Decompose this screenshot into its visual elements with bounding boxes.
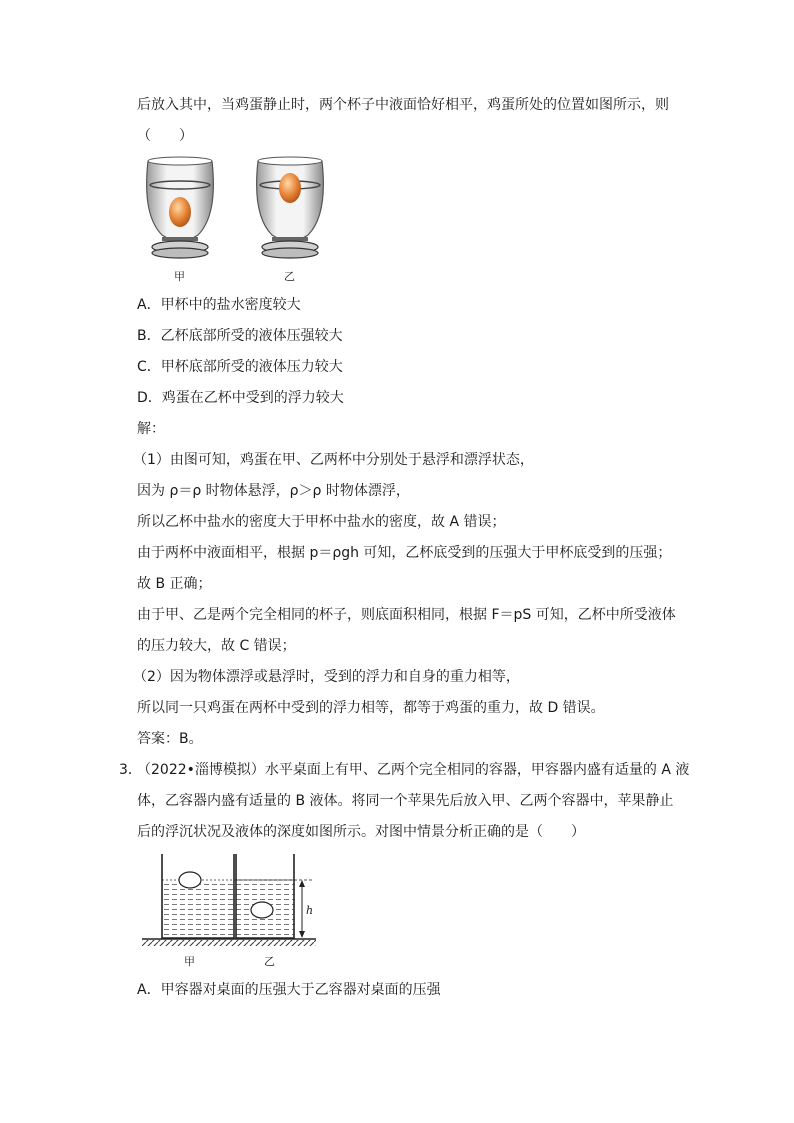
q3-fig-label-yi: 乙 xyxy=(264,955,275,968)
q2-figure-glasses xyxy=(140,155,340,285)
q2-option-a: A．甲杯中的盐水密度较大 xyxy=(137,297,301,313)
q2-solution-line: 的压力较大，故 C 错误； xyxy=(137,638,296,654)
q2-option-d: D．鸡蛋在乙杯中受到的浮力较大 xyxy=(137,390,344,406)
q2-answer: 答案：B。 xyxy=(137,731,203,747)
q2-option-c: C．甲杯底部所受的液体压力较大 xyxy=(137,359,343,375)
q2-solution-line: 由于两杯中液面相平，根据 p＝ρgh 可知，乙杯底受到的压强大于甲杯底受到的压强； xyxy=(137,545,672,561)
q3-figure-containers xyxy=(140,852,320,952)
q2-option-b: B．乙杯底部所受的液体压强较大 xyxy=(137,328,343,344)
q3-stem-line3: 后的浮沉状况及液体的深度如图所示。对图中情景分析正确的是（ ） xyxy=(137,824,585,840)
q2-solution-line: （1）由图可知，鸡蛋在甲、乙两杯中分别处于悬浮和漂浮状态， xyxy=(133,452,534,468)
q2-solution-line: （2）因为物体漂浮或悬浮时，受到的浮力和自身的重力相等， xyxy=(133,669,520,685)
q2-fig-label-yi: 乙 xyxy=(284,270,295,283)
q2-fig-label-jia: 甲 xyxy=(174,270,185,283)
q2-solution-line: 故 B 正确； xyxy=(137,576,212,592)
q2-stem-line1: 后放入其中，当鸡蛋静止时，两个杯子中液面恰好相平，鸡蛋所处的位置如图所示，则 xyxy=(137,97,669,113)
q3-fig-label-jia: 甲 xyxy=(184,955,195,968)
glass-yi xyxy=(257,157,324,258)
q2-solution-line: 因为 ρ＝ρ 时物体悬浮，ρ＞ρ 时物体漂浮， xyxy=(137,483,410,499)
q3-stem-line2: 体，乙容器内盛有适量的 B 液体。将同一个苹果先后放入甲、乙两个容器中，苹果静止 xyxy=(137,793,674,809)
q2-solution-line: 由于甲、乙是两个完全相同的杯子，则底面积相同，根据 F＝pS 可知，乙杯中所受液体 xyxy=(137,607,676,623)
q2-solution-label: 解： xyxy=(137,421,165,437)
q2-stem-line2: （ ） xyxy=(137,128,193,144)
q3-number: 3． xyxy=(119,762,142,778)
q3-option-a: A．甲容器对桌面的压强大于乙容器对桌面的压强 xyxy=(137,982,441,998)
q3-stem-line1: （2022•淄博模拟）水平桌面上有甲、乙两个完全相同的容器，甲容器内盛有适量的 A 液 xyxy=(137,762,690,778)
q2-solution-line: 所以乙杯中盐水的密度大于甲杯中盐水的密度，故 A 错误； xyxy=(137,514,506,530)
q3-depth-label: h xyxy=(306,904,314,917)
q2-solution-line: 所以同一只鸡蛋在两杯中受到的浮力相等，都等于鸡蛋的重力，故 D 错误。 xyxy=(137,700,605,716)
glass-jia xyxy=(147,157,214,258)
